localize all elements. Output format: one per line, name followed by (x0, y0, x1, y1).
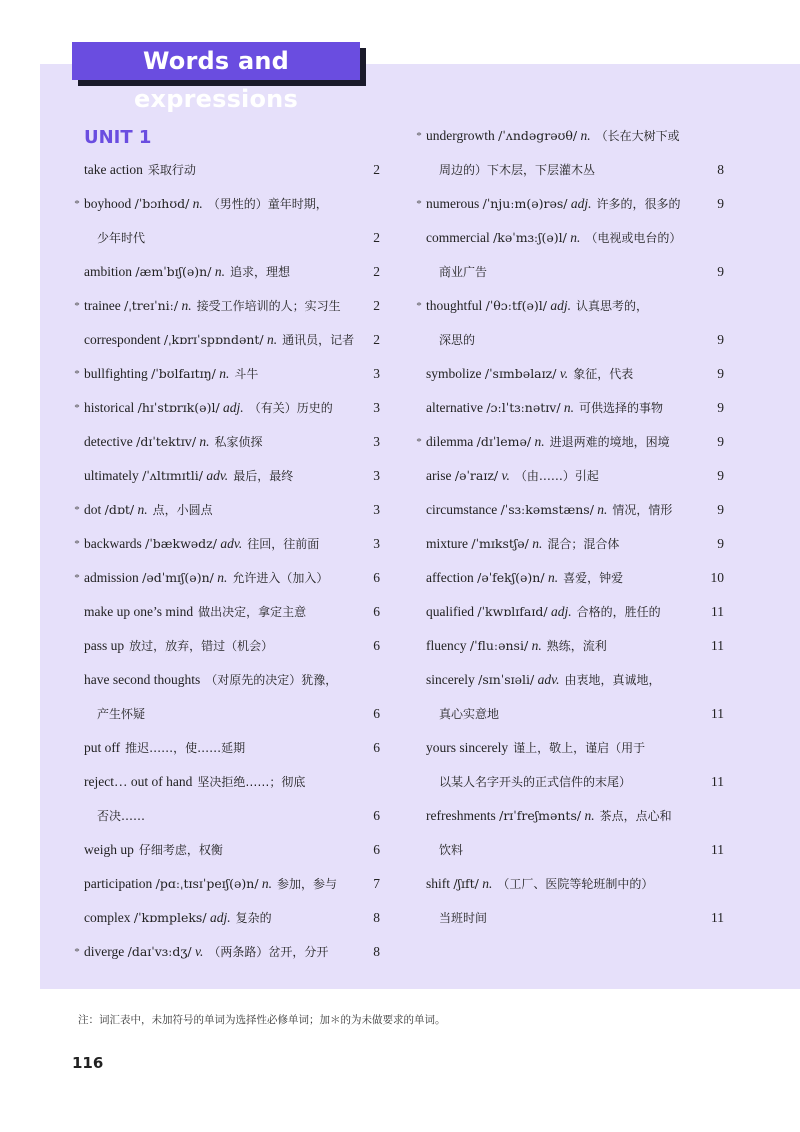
vocab-row (412, 289, 724, 323)
entry-text (84, 289, 341, 323)
entry-text (97, 799, 145, 833)
vocab-row (70, 663, 380, 697)
phonetic: /ˈkɒmpleks/ (133, 910, 207, 925)
phonetic: /æmˈbɪʃ(ə)n/ (135, 264, 212, 279)
chinese-meaning: 否决…… (97, 809, 146, 823)
vocab-row (412, 323, 724, 357)
vocab-word: weigh up (84, 842, 134, 857)
chinese-meaning: 少年时代 (97, 231, 146, 245)
part-of-speech: n. (217, 570, 228, 585)
vocab-row (412, 119, 724, 153)
part-of-speech: v. (501, 468, 510, 483)
page-ref: 2 (373, 162, 380, 177)
chinese-meaning: （电视或电台的） (585, 231, 682, 245)
vocab-word: refreshments (426, 808, 496, 823)
chinese-meaning: 饮料 (439, 843, 464, 857)
chinese-meaning: 深思的 (439, 333, 476, 347)
page-ref: 2 (373, 264, 380, 279)
chinese-meaning: 放过，放弃，错过（机会） (129, 639, 274, 653)
entry-text (84, 731, 245, 765)
part-of-speech: n. (580, 128, 591, 143)
page-ref: 6 (373, 740, 380, 755)
star-marker: * (74, 946, 80, 958)
vocab-row (70, 221, 380, 255)
chinese-meaning: 允许进入（加入） (232, 571, 329, 585)
page-ref: 3 (373, 366, 380, 381)
vocab-word: reject… out of hand (84, 774, 193, 789)
part-of-speech: adj. (550, 298, 572, 313)
vocab-word: ultimately (84, 468, 139, 483)
vocab-row (70, 391, 380, 425)
chinese-meaning: 认真思考的， (576, 299, 649, 313)
entry-text (426, 357, 633, 391)
part-of-speech: n. (534, 434, 545, 449)
vocab-row (70, 527, 380, 561)
star-marker: * (416, 198, 422, 210)
entry-text (84, 629, 273, 663)
vocab-row (412, 391, 724, 425)
page-ref: 3 (373, 400, 380, 415)
entry-text (426, 663, 661, 697)
page-ref: 2 (373, 332, 380, 347)
part-of-speech: n. (137, 502, 148, 517)
entry-text (84, 527, 319, 561)
chinese-meaning: 谨上，敬上，谨启（用于 (513, 741, 646, 755)
vocab-row (412, 425, 724, 459)
chinese-meaning: 通讯员，记者 (282, 333, 355, 347)
vocab-word: commercial (426, 230, 490, 245)
entry-text (426, 391, 663, 425)
chinese-meaning: 最后，最终 (233, 469, 294, 483)
page-ref: 8 (373, 910, 380, 925)
page-number: 116 (72, 1054, 104, 1072)
star-marker: * (74, 368, 80, 380)
entry-text (84, 255, 290, 289)
part-of-speech: n. (267, 332, 278, 347)
part-of-speech: n. (214, 264, 225, 279)
phonetic: /ˈmɪkstʃə/ (471, 536, 529, 551)
vocab-row (70, 629, 380, 663)
vocab-word: put off (84, 740, 121, 755)
page-ref: 11 (711, 638, 724, 653)
entry-text (439, 833, 463, 867)
chinese-meaning: 做出决定，拿定主意 (198, 605, 307, 619)
part-of-speech: n. (597, 502, 608, 517)
page-ref: 8 (373, 944, 380, 959)
vocab-row (412, 357, 724, 391)
page-ref: 6 (373, 638, 380, 653)
phonetic: /əˈraɪz/ (454, 468, 499, 483)
chinese-meaning: 推迟……，使……延期 (125, 741, 246, 755)
entry-text (84, 153, 196, 187)
chinese-meaning: （两条路）岔开，分开 (208, 945, 329, 959)
page-ref: 11 (711, 774, 724, 789)
entry-text (84, 459, 293, 493)
vocab-word: affection (426, 570, 474, 585)
entry-text (84, 323, 354, 357)
vocab-word: sincerely (426, 672, 475, 687)
vocab-row (70, 935, 380, 969)
vocab-row (412, 731, 724, 765)
vocab-word: diverge (84, 944, 125, 959)
star-marker: * (74, 300, 80, 312)
phonetic: /ˈʌndəgrəʊθ/ (498, 128, 578, 143)
chinese-meaning: 象征，代表 (573, 367, 634, 381)
part-of-speech: n. (570, 230, 581, 245)
vocab-word: have second thoughts (84, 672, 201, 687)
chinese-meaning: 真心实意地 (439, 707, 500, 721)
entry-text (426, 799, 672, 833)
part-of-speech: adj. (209, 910, 231, 925)
entry-text (426, 187, 681, 221)
vocab-word: arise (426, 468, 452, 483)
chinese-meaning: 商业广告 (439, 265, 488, 279)
page-ref: 3 (373, 502, 380, 517)
page-ref: 9 (717, 468, 724, 483)
phonetic: /ˈbækwədz/ (145, 536, 217, 551)
vocab-word: qualified (426, 604, 474, 619)
phonetic: /ədˈmɪʃ(ə)n/ (142, 570, 214, 585)
entry-text (84, 765, 305, 799)
chinese-meaning: 点，小圆点 (152, 503, 213, 517)
entry-text (426, 119, 680, 153)
vocab-row (70, 323, 380, 357)
vocab-row (412, 765, 724, 799)
vocab-word: dilemma (426, 434, 474, 449)
part-of-speech: adj. (550, 604, 572, 619)
entry-text (426, 731, 645, 765)
page-ref: 10 (710, 570, 724, 585)
entry-text (84, 663, 337, 697)
chinese-meaning: （长在大树下或 (595, 129, 680, 143)
page-ref: 11 (711, 910, 724, 925)
entry-text (84, 935, 328, 969)
entry-text (84, 425, 263, 459)
vocab-row (412, 221, 724, 255)
chinese-meaning: （对原先的决定）犹豫， (205, 673, 338, 687)
vocab-word: boyhood (84, 196, 132, 211)
vocab-word: shift (426, 876, 451, 891)
phonetic: /ˈfluːənsi/ (469, 638, 529, 653)
entry-text (97, 221, 145, 255)
entry-text (84, 833, 223, 867)
chinese-meaning: 合格的，胜任的 (576, 605, 661, 619)
entry-text (426, 867, 653, 901)
phonetic: /kəˈmɜːʃ(ə)l/ (493, 230, 567, 245)
phonetic: /ˈnjuːm(ə)rəs/ (482, 196, 568, 211)
vocab-word: take action (84, 162, 143, 177)
part-of-speech: n. (563, 400, 575, 415)
part-of-speech: adj. (223, 400, 244, 415)
vocab-word: dot (84, 502, 102, 517)
phonetic: /dɪˈlemə/ (476, 434, 532, 449)
page-ref: 9 (717, 434, 724, 449)
vocab-row (412, 799, 724, 833)
vocab-row (70, 901, 380, 935)
star-marker: * (74, 538, 80, 550)
vocab-word: correspondent (84, 332, 161, 347)
entry-text (84, 357, 258, 391)
part-of-speech: n. (199, 434, 210, 449)
entry-text (439, 255, 487, 289)
vocab-word: circumstance (426, 502, 498, 517)
chinese-meaning: 混合；混合体 (547, 537, 620, 551)
part-of-speech: n. (584, 808, 595, 823)
chinese-meaning: 周边的）下木层，下层灌木丛 (439, 163, 596, 177)
page-ref: 6 (373, 706, 380, 721)
chinese-meaning: 进退两难的境地，困境 (549, 435, 670, 449)
entry-text (439, 153, 595, 187)
phonetic: /ɔːlˈtɜːnətɪv/ (486, 400, 561, 415)
phonetic: /pɑːˌtɪsɪˈpeɪʃ(ə)n/ (155, 876, 259, 891)
star-marker: * (416, 130, 422, 142)
entry-text (97, 697, 145, 731)
vocab-row (70, 255, 380, 289)
star-marker: * (74, 504, 80, 516)
chinese-meaning: （男性的）童年时期， (207, 197, 328, 211)
chinese-meaning: （工厂、医院等轮班制中的） (497, 877, 654, 891)
entry-text (84, 187, 328, 221)
page-ref: 6 (373, 808, 380, 823)
vocab-word: complex (84, 910, 131, 925)
entry-text (426, 459, 599, 493)
chinese-meaning: 仔细考虑，权衡 (138, 843, 223, 857)
vocab-word: yours sincerely (426, 740, 509, 755)
vocab-word: numerous (426, 196, 480, 211)
part-of-speech: adv. (206, 468, 229, 483)
chinese-meaning: 由衷地，真诚地， (564, 673, 661, 687)
vocab-word: bullfighting (84, 366, 148, 381)
page-ref: 6 (373, 570, 380, 585)
phonetic: /daɪˈvɜːdʒ/ (127, 944, 192, 959)
page-ref: 6 (373, 842, 380, 857)
page-ref: 3 (373, 536, 380, 551)
chinese-meaning: （由……）引起 (514, 469, 599, 483)
vocab-word: backwards (84, 536, 142, 551)
phonetic: /ˈbɔɪhʊd/ (134, 196, 190, 211)
vocab-row (412, 629, 724, 663)
entry-text (426, 629, 607, 663)
star-marker: * (74, 198, 80, 210)
phonetic: /ˌkɒrɪˈspɒndənt/ (163, 332, 264, 347)
unit-heading: UNIT 1 (84, 127, 152, 148)
page-ref: 8 (717, 162, 724, 177)
page-ref: 9 (717, 400, 724, 415)
vocab-word: undergrowth (426, 128, 495, 143)
page-ref: 6 (373, 604, 380, 619)
page-ref: 3 (373, 434, 380, 449)
entry-text (439, 901, 487, 935)
star-marker: * (416, 436, 422, 448)
chinese-meaning: 茶点，点心和 (599, 809, 672, 823)
page-ref: 11 (711, 604, 724, 619)
page-ref: 9 (717, 264, 724, 279)
vocab-row (70, 561, 380, 595)
entry-text (426, 425, 670, 459)
phonetic: /ˈkwɒlɪfaɪd/ (477, 604, 548, 619)
chinese-meaning: 坚决拒绝……；彻底 (197, 775, 306, 789)
page-ref: 2 (373, 230, 380, 245)
page-ref: 2 (373, 298, 380, 313)
vocab-row (70, 731, 380, 765)
vocab-row (70, 187, 380, 221)
vocab-row (412, 697, 724, 731)
vocab-row (70, 867, 380, 901)
entry-text (84, 867, 337, 901)
vocab-word: pass up (84, 638, 125, 653)
vocab-row (70, 799, 380, 833)
vocab-word: ambition (84, 264, 132, 279)
section-title: Words and expressions (72, 42, 360, 80)
phonetic: /ʃɪft/ (453, 876, 479, 891)
part-of-speech: n. (482, 876, 493, 891)
star-marker: * (74, 402, 80, 414)
page-ref: 11 (711, 706, 724, 721)
page-ref: 9 (717, 366, 724, 381)
chinese-meaning: （有关）历史的 (248, 401, 333, 415)
chinese-meaning: 喜爱，钟爱 (563, 571, 624, 585)
vocab-row (70, 153, 380, 187)
entry-text (439, 697, 499, 731)
vocab-row (70, 459, 380, 493)
vocab-word: make up one’s mind (84, 604, 194, 619)
phonetic: /dɒt/ (104, 502, 135, 517)
page-ref: 7 (373, 876, 380, 891)
vocab-word: admission (84, 570, 139, 585)
star-marker: * (74, 572, 80, 584)
footnote: 注：词汇表中，未加符号的单词为选择性必修单词；加＊的为未做要求的单词。 (78, 1014, 446, 1026)
vocab-row (412, 255, 724, 289)
vocab-word: participation (84, 876, 153, 891)
chinese-meaning: 采取行动 (147, 163, 196, 177)
entry-text (84, 493, 213, 527)
star-marker: * (416, 300, 422, 312)
phonetic: /ˈbʊlfaɪtɪŋ/ (151, 366, 216, 381)
vocab-row (412, 595, 724, 629)
chinese-meaning: 斗牛 (234, 367, 259, 381)
vocab-row (70, 425, 380, 459)
vocab-row (412, 901, 724, 935)
page-ref: 9 (717, 332, 724, 347)
vocab-word: symbolize (426, 366, 482, 381)
chinese-meaning: 私家侦探 (214, 435, 263, 449)
part-of-speech: n. (531, 638, 542, 653)
chinese-meaning: 追求，理想 (229, 265, 290, 279)
chinese-meaning: 情况，情形 (612, 503, 673, 517)
entry-text (426, 527, 619, 561)
chinese-meaning: 当班时间 (439, 911, 488, 925)
part-of-speech: v. (195, 944, 204, 959)
page-ref: 9 (717, 536, 724, 551)
chinese-meaning: 往回，往前面 (247, 537, 320, 551)
phonetic: /ˈʌltɪmɪtli/ (142, 468, 203, 483)
phonetic: /hɪˈstɒrɪk(ə)l/ (137, 400, 220, 415)
phonetic: /rɪˈfreʃmənts/ (499, 808, 582, 823)
entry-text (426, 289, 648, 323)
chinese-meaning: 许多的，很多的 (596, 197, 681, 211)
vocab-row (412, 493, 724, 527)
vocab-row (70, 833, 380, 867)
page-ref: 3 (373, 468, 380, 483)
vocab-word: trainee (84, 298, 121, 313)
part-of-speech: adv. (220, 536, 243, 551)
entry-text (439, 765, 631, 799)
vocab-row (70, 493, 380, 527)
entry-text (84, 595, 306, 629)
chinese-meaning: 以某人名字开头的正式信件的末尾） (439, 775, 632, 789)
phonetic: /ˈθɔːtf(ə)l/ (485, 298, 548, 313)
vocab-row (70, 697, 380, 731)
entry-text (426, 493, 672, 527)
page-ref: 11 (711, 842, 724, 857)
chinese-meaning: 接受工作培训的人；实习生 (196, 299, 341, 313)
page-ref: 9 (717, 502, 724, 517)
vocab-word: historical (84, 400, 135, 415)
entry-text (426, 595, 661, 629)
phonetic: /ˌtreɪˈniː/ (124, 298, 179, 313)
chinese-meaning: 熟练，流利 (546, 639, 607, 653)
phonetic: /ˈsɜːkəmstæns/ (500, 502, 594, 517)
chinese-meaning: 产生怀疑 (97, 707, 146, 721)
part-of-speech: adv. (537, 672, 560, 687)
vocab-row (412, 459, 724, 493)
phonetic: /əˈfekʃ(ə)n/ (477, 570, 545, 585)
phonetic: /sɪnˈsɪəli/ (478, 672, 535, 687)
part-of-speech: n. (261, 876, 273, 891)
entry-text (84, 901, 272, 935)
entry-text (84, 561, 328, 595)
vocab-word: fluency (426, 638, 467, 653)
entry-text (84, 391, 333, 425)
vocab-row (70, 289, 380, 323)
vocab-word: thoughtful (426, 298, 483, 313)
vocab-row (70, 765, 380, 799)
part-of-speech: n. (181, 298, 192, 313)
vocab-row (70, 595, 380, 629)
chinese-meaning: 复杂的 (235, 911, 272, 925)
vocab-word: detective (84, 434, 133, 449)
vocab-word: mixture (426, 536, 468, 551)
vocab-row (412, 561, 724, 595)
part-of-speech: n. (532, 536, 543, 551)
vocab-row (412, 187, 724, 221)
page-ref: 9 (717, 196, 724, 211)
vocab-row (70, 357, 380, 391)
part-of-speech: n. (219, 366, 230, 381)
part-of-speech: n. (547, 570, 559, 585)
vocab-word: alternative (426, 400, 483, 415)
part-of-speech: adj. (570, 196, 592, 211)
vocab-row (412, 663, 724, 697)
part-of-speech: v. (559, 366, 569, 381)
chinese-meaning: 参加，参与 (277, 877, 338, 891)
entry-text (439, 323, 475, 357)
vocab-row (412, 833, 724, 867)
vocab-row (412, 867, 724, 901)
chinese-meaning: 可供选择的事物 (579, 401, 664, 415)
phonetic: /dɪˈtektɪv/ (136, 434, 197, 449)
part-of-speech: n. (192, 196, 203, 211)
vocab-row (412, 153, 724, 187)
vocab-row (412, 527, 724, 561)
entry-text (426, 221, 681, 255)
phonetic: /ˈsɪmbəlaɪz/ (484, 366, 557, 381)
entry-text (426, 561, 623, 595)
